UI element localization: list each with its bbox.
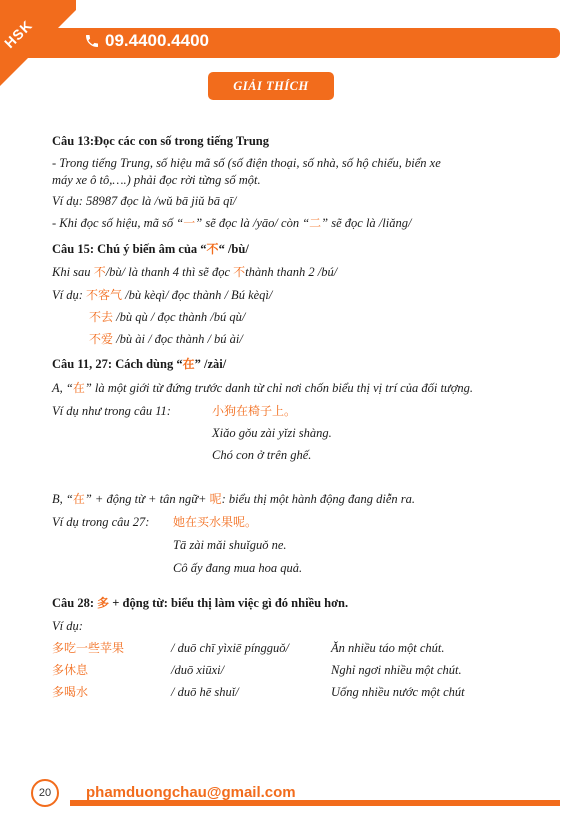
q11-a-example-label: Ví dụ như trong câu 11: (52, 404, 171, 418)
q11-a-example-cn: 小狗在椅子上。 (212, 404, 297, 418)
q13-example: Ví dụ: 58987 đọc là /wǔ bā jiǔ bā qī/ (52, 194, 237, 208)
hsk-badge-label: HSK (1, 16, 36, 52)
page-number: 20 (31, 779, 59, 807)
q13-para1-line1: - Trong tiếng Trung, số hiệu mã số (số điện thoại, số nhà, số hộ chiếu, biển xe (52, 156, 441, 170)
q15-example-3: 不爱 /bù ài / đọc thành / bú ài/ (89, 332, 243, 346)
q11-a-example-pinyin: Xiǎo gǒu zài yǐzi shàng. (212, 426, 332, 440)
q28-row-pinyin: / duō chī yìxiē píngguǒ/ (171, 641, 290, 655)
q15-example-2: 不去 /bù qù / đọc thành /bú qù/ (89, 310, 246, 324)
q15-example-1: Ví dụ: 不客气 /bù kèqì/ đọc thành / Bú kèqì/ (52, 288, 273, 302)
q28-row-vi: Uống nhiều nước một chút (331, 685, 465, 699)
q11-part-b: B, “在” + động từ + tân ngữ+ 呢: biểu thị một hành động đang diễn ra. (52, 492, 415, 506)
header-phone (84, 31, 209, 51)
q28-row-cn: 多喝水 (52, 685, 89, 699)
q28-example-label: Ví dụ: (52, 619, 83, 633)
phone-number: 09.4400.4400 (105, 31, 209, 50)
q13-para2: - Khi đọc số hiệu, mã số “一” sẽ đọc là /yāo/ còn “二” sẽ đọc là /liǎng/ (52, 216, 412, 230)
q15-rule: Khi sau 不/bù/ là thanh 4 thì sẽ đọc 不thành thanh 2 /bú/ (52, 265, 338, 279)
q28-row-vi: Ăn nhiều táo một chút. (331, 641, 445, 655)
q28-row-cn: 多吃一些苹果 (52, 641, 125, 655)
q11-b-example-cn: 她在买水果呢。 (173, 515, 258, 529)
q28-row-vi: Nghỉ ngơi nhiều một chút. (331, 663, 462, 677)
footer-email: phamduongchau@gmail.com (86, 784, 296, 801)
q11-b-example-label: Ví dụ trong câu 27: (52, 515, 150, 529)
phone-icon (84, 33, 100, 49)
q28-heading: Câu 28: 多 + động từ: biểu thị làm việc gì đó nhiều hơn. (52, 596, 349, 610)
q11-part-a: A, “在” là một giới từ đứng trước danh từ chỉ nơi chốn biểu thị vị trí của đối tượng. (52, 381, 474, 395)
q13-heading: Câu 13:Đọc các con số trong tiếng Trung (52, 134, 270, 148)
q28-row-pinyin: /duō xiūxi/ (171, 663, 225, 677)
hsk-corner-badge (0, 0, 76, 110)
cn-yi: 一 (183, 216, 196, 230)
cn-er: 二 (309, 216, 322, 230)
q11-b-example-vi: Cô ấy đang mua hoa quả. (173, 561, 303, 575)
q13-para1-line2: máy xe ô tô,….) phải đọc rời từng số một. (52, 173, 261, 187)
q11-a-example-vi: Chó con ở trên ghế. (212, 448, 312, 462)
q28-row-pinyin: / duō hē shuǐ/ (171, 685, 239, 699)
section-title: GIẢI THÍCH (208, 72, 334, 100)
q15-heading: Câu 15: Chú ý biến âm của “不“ /bù/ (52, 242, 249, 256)
q11-b-example-pinyin: Tā zài mǎi shuǐguǒ ne. (173, 538, 287, 552)
q11-heading: Câu 11, 27: Cách dùng “在” /zài/ (52, 357, 227, 371)
q28-row-cn: 多休息 (52, 663, 89, 677)
